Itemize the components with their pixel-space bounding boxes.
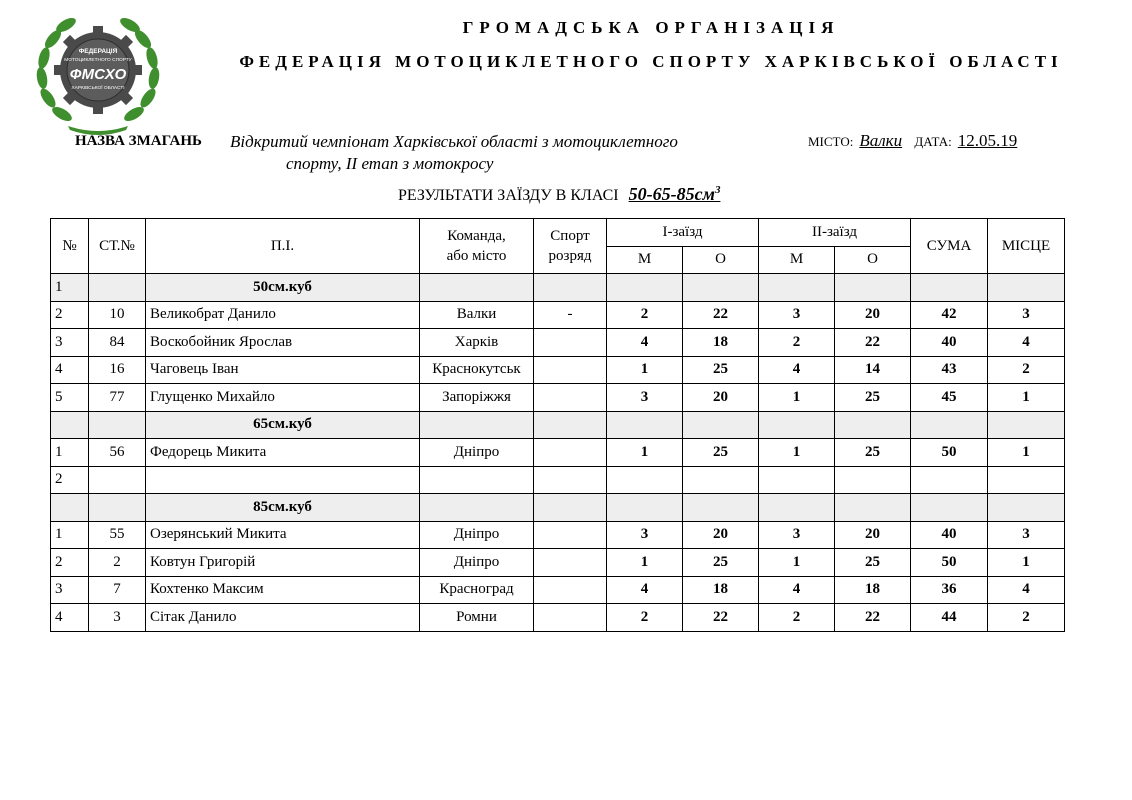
cell-num: 1: [51, 439, 89, 467]
results-body: [51, 274, 1065, 632]
cell-race1-m: [607, 274, 683, 302]
cell-name: Сітак Данило: [146, 604, 420, 632]
cell-race1-o: 25: [683, 549, 759, 577]
table-row: [51, 329, 1065, 357]
cell-race1-m: 3: [607, 384, 683, 412]
cell-num: 2: [51, 466, 89, 494]
cell-rank: [534, 604, 607, 632]
cell-race2-o: [835, 466, 911, 494]
cell-start-num: [89, 274, 146, 302]
results-title: РЕЗУЛЬТАТИ ЗАЇЗДУ В КЛАСІ: [398, 187, 619, 204]
cell-race2-m: 3: [759, 301, 835, 329]
cell-num: [51, 494, 89, 522]
cell-race2-m: 3: [759, 521, 835, 549]
cell-race2-o: 14: [835, 356, 911, 384]
cell-place: 2: [988, 356, 1065, 384]
cell-name: Воскобойник Ярослав: [146, 329, 420, 357]
cell-rank: [534, 521, 607, 549]
cell-race2-m: 4: [759, 576, 835, 604]
header-sum: СУМА: [911, 219, 988, 274]
cell-num: 1: [51, 521, 89, 549]
cell-place: [988, 466, 1065, 494]
cell-race1-m: 4: [607, 576, 683, 604]
org-title-line1: ГРОМАДСЬКА ОРГАНІЗАЦІЯ: [462, 18, 840, 37]
cell-name: Великобрат Данило: [146, 301, 420, 329]
cell-rank: [534, 576, 607, 604]
cell-place: 3: [988, 301, 1065, 329]
results-class-sup: 3: [714, 184, 721, 196]
cell-num: 4: [51, 356, 89, 384]
cell-race2-m: [759, 494, 835, 522]
cell-team: Валки: [420, 301, 534, 329]
cell-start-num: 10: [89, 301, 146, 329]
cell-name: Чаговець Іван: [146, 356, 420, 384]
cell-race2-m: [759, 466, 835, 494]
cell-sum: [911, 466, 988, 494]
cell-race2-o: 25: [835, 549, 911, 577]
cell-team: Дніпро: [420, 521, 534, 549]
competition-name-line2: спорту, II етап з мотокросу: [286, 154, 494, 173]
cell-place: 2: [988, 604, 1065, 632]
cell-num: 2: [51, 549, 89, 577]
cell-sum: [911, 411, 988, 439]
header-start-num: СТ.№: [89, 219, 146, 274]
cell-race2-o: [835, 411, 911, 439]
cell-race2-m: 1: [759, 384, 835, 412]
date-label: ДАТА:: [914, 134, 952, 149]
cell-start-num: 2: [89, 549, 146, 577]
cell-num: 1: [51, 274, 89, 302]
cell-team: Красноград: [420, 576, 534, 604]
competition-name: [230, 131, 750, 175]
cell-num: 4: [51, 604, 89, 632]
table-row: [51, 521, 1065, 549]
cell-sum: 44: [911, 604, 988, 632]
cell-race1-o: 25: [683, 356, 759, 384]
table-row: [51, 466, 1065, 494]
cell-team: Харків: [420, 329, 534, 357]
cell-rank: [534, 274, 607, 302]
cell-num: [51, 411, 89, 439]
results-class: [629, 184, 721, 204]
header-race1-m: М: [607, 246, 683, 274]
cell-rank: [534, 356, 607, 384]
cell-name: [146, 466, 420, 494]
table-row: [51, 604, 1065, 632]
cell-team: [420, 466, 534, 494]
cell-sum: 50: [911, 549, 988, 577]
cell-num: 3: [51, 576, 89, 604]
cell-place: 1: [988, 439, 1065, 467]
cell-start-num: [89, 466, 146, 494]
header-team-line2: або місто: [446, 248, 507, 264]
cell-place: 1: [988, 384, 1065, 412]
cell-race1-o: [683, 494, 759, 522]
cell-race1-m: 3: [607, 521, 683, 549]
cell-team: Дніпро: [420, 439, 534, 467]
header-team: [420, 219, 534, 274]
cell-race1-m: 1: [607, 356, 683, 384]
section-header-row: [51, 411, 1065, 439]
cell-race1-m: [607, 411, 683, 439]
cell-place: 4: [988, 576, 1065, 604]
cell-rank: -: [534, 301, 607, 329]
cell-start-num: 77: [89, 384, 146, 412]
cell-race2-m: [759, 411, 835, 439]
table-row: [51, 301, 1065, 329]
cell-race1-m: 4: [607, 329, 683, 357]
cell-race1-m: 1: [607, 439, 683, 467]
cell-num: 2: [51, 301, 89, 329]
cell-sum: 36: [911, 576, 988, 604]
results-class-value: 50-65-85см: [628, 184, 715, 204]
cell-race2-m: [759, 274, 835, 302]
cell-race1-o: [683, 274, 759, 302]
cell-sum: 43: [911, 356, 988, 384]
cell-sum: 45: [911, 384, 988, 412]
cell-team: Запоріжжя: [420, 384, 534, 412]
cell-rank: [534, 549, 607, 577]
logo-abbr: ФМСХО: [69, 66, 127, 83]
cell-num: 5: [51, 384, 89, 412]
cell-sum: 42: [911, 301, 988, 329]
section-title: 65см.куб: [146, 411, 420, 439]
logo-top-text: ФЕДЕРАЦІЯ: [78, 48, 118, 55]
cell-place: [988, 411, 1065, 439]
cell-start-num: 56: [89, 439, 146, 467]
cell-start-num: 3: [89, 604, 146, 632]
cell-race2-o: 25: [835, 439, 911, 467]
cell-race1-m: 2: [607, 301, 683, 329]
cell-race2-m: 2: [759, 604, 835, 632]
logo-bottom-text: ХАРКІВСЬКОЇ ОБЛАСТІ: [71, 86, 125, 91]
cell-race1-m: 2: [607, 604, 683, 632]
cell-race1-o: 20: [683, 521, 759, 549]
cell-team: [420, 411, 534, 439]
cell-race1-o: [683, 466, 759, 494]
cell-start-num: [89, 411, 146, 439]
header-rank-line2: розряд: [548, 248, 592, 264]
cell-team: [420, 274, 534, 302]
cell-start-num: 16: [89, 356, 146, 384]
cell-race2-m: 4: [759, 356, 835, 384]
cell-race1-o: 18: [683, 329, 759, 357]
cell-start-num: [89, 494, 146, 522]
logo-mid-text: МОТОЦИКЛЕТНОГО СПОРТУ: [64, 58, 132, 63]
cell-start-num: 7: [89, 576, 146, 604]
header-team-line1: Команда,: [447, 228, 506, 244]
city-label: МІСТО:: [808, 134, 854, 149]
federation-logo: [28, 8, 168, 136]
section-title: 50см.куб: [146, 274, 420, 302]
section-header-row: [51, 494, 1065, 522]
table-row: [51, 439, 1065, 467]
cell-name: Кохтенко Максим: [146, 576, 420, 604]
cell-name: Федорець Микита: [146, 439, 420, 467]
header-num: №: [51, 219, 89, 274]
header-race2-m: М: [759, 246, 835, 274]
cell-place: [988, 274, 1065, 302]
section-header-row: [51, 274, 1065, 302]
header-place: МІСЦЕ: [988, 219, 1065, 274]
cell-race2-o: 18: [835, 576, 911, 604]
cell-name: Озерянський Микита: [146, 521, 420, 549]
cell-race1-o: 22: [683, 301, 759, 329]
cell-place: [988, 494, 1065, 522]
cell-rank: [534, 494, 607, 522]
date-value: 12.05.19: [957, 131, 1018, 150]
header-race1-o: О: [683, 246, 759, 274]
cell-race1-o: 20: [683, 384, 759, 412]
cell-team: Краснокутськ: [420, 356, 534, 384]
results-heading: [398, 184, 720, 205]
cell-race2-m: 2: [759, 329, 835, 357]
cell-race2-o: 22: [835, 604, 911, 632]
header-race2-o: О: [835, 246, 911, 274]
cell-team: Дніпро: [420, 549, 534, 577]
cell-rank: [534, 439, 607, 467]
cell-rank: [534, 466, 607, 494]
cell-sum: 40: [911, 329, 988, 357]
cell-rank: [534, 329, 607, 357]
cell-place: 1: [988, 549, 1065, 577]
header-rank: [534, 219, 607, 274]
cell-team: [420, 494, 534, 522]
cell-rank: [534, 411, 607, 439]
cell-race1-m: [607, 494, 683, 522]
cell-race2-o: 20: [835, 301, 911, 329]
cell-race2-o: 20: [835, 521, 911, 549]
cell-race1-o: 18: [683, 576, 759, 604]
cell-race1-m: 1: [607, 549, 683, 577]
table-row: [51, 549, 1065, 577]
cell-team: Ромни: [420, 604, 534, 632]
cell-race1-o: 25: [683, 439, 759, 467]
cell-race1-o: [683, 411, 759, 439]
cell-race2-m: 1: [759, 439, 835, 467]
cell-sum: [911, 274, 988, 302]
cell-name: Глущенко Михайло: [146, 384, 420, 412]
cell-place: 4: [988, 329, 1065, 357]
cell-place: 3: [988, 521, 1065, 549]
cell-rank: [534, 384, 607, 412]
cell-race2-o: [835, 274, 911, 302]
org-title-line2: ФЕДЕРАЦІЯ МОТОЦИКЛЕТНОГО СПОРТУ ХАРКІВСЬКОЇ ОБЛАСТІ: [239, 52, 1063, 71]
cell-sum: 40: [911, 521, 988, 549]
cell-race2-o: 25: [835, 384, 911, 412]
header-race1: I-заїзд: [607, 219, 759, 247]
cell-race1-m: [607, 466, 683, 494]
cell-start-num: 84: [89, 329, 146, 357]
cell-sum: 50: [911, 439, 988, 467]
section-title: 85см.куб: [146, 494, 420, 522]
table-row: [51, 384, 1065, 412]
cell-race2-m: 1: [759, 549, 835, 577]
cell-start-num: 55: [89, 521, 146, 549]
cell-race2-o: [835, 494, 911, 522]
table-row: [51, 576, 1065, 604]
city-value: Валки: [859, 131, 903, 150]
cell-num: 3: [51, 329, 89, 357]
cell-race2-o: 22: [835, 329, 911, 357]
header-name: П.І.: [146, 219, 420, 274]
competition-name-line1: Відкритий чемпіонат Харківської області з мотоциклетного: [230, 132, 678, 151]
header-race2: II-заїзд: [759, 219, 911, 247]
table-row: [51, 356, 1065, 384]
results-table: [50, 218, 1065, 632]
cell-sum: [911, 494, 988, 522]
city-date-block: [808, 131, 1017, 151]
cell-name: Ковтун Григорій: [146, 549, 420, 577]
competition-label: НАЗВА ЗМАГАНЬ: [75, 133, 202, 149]
cell-race1-o: 22: [683, 604, 759, 632]
header-rank-line1: Спорт: [550, 228, 590, 244]
